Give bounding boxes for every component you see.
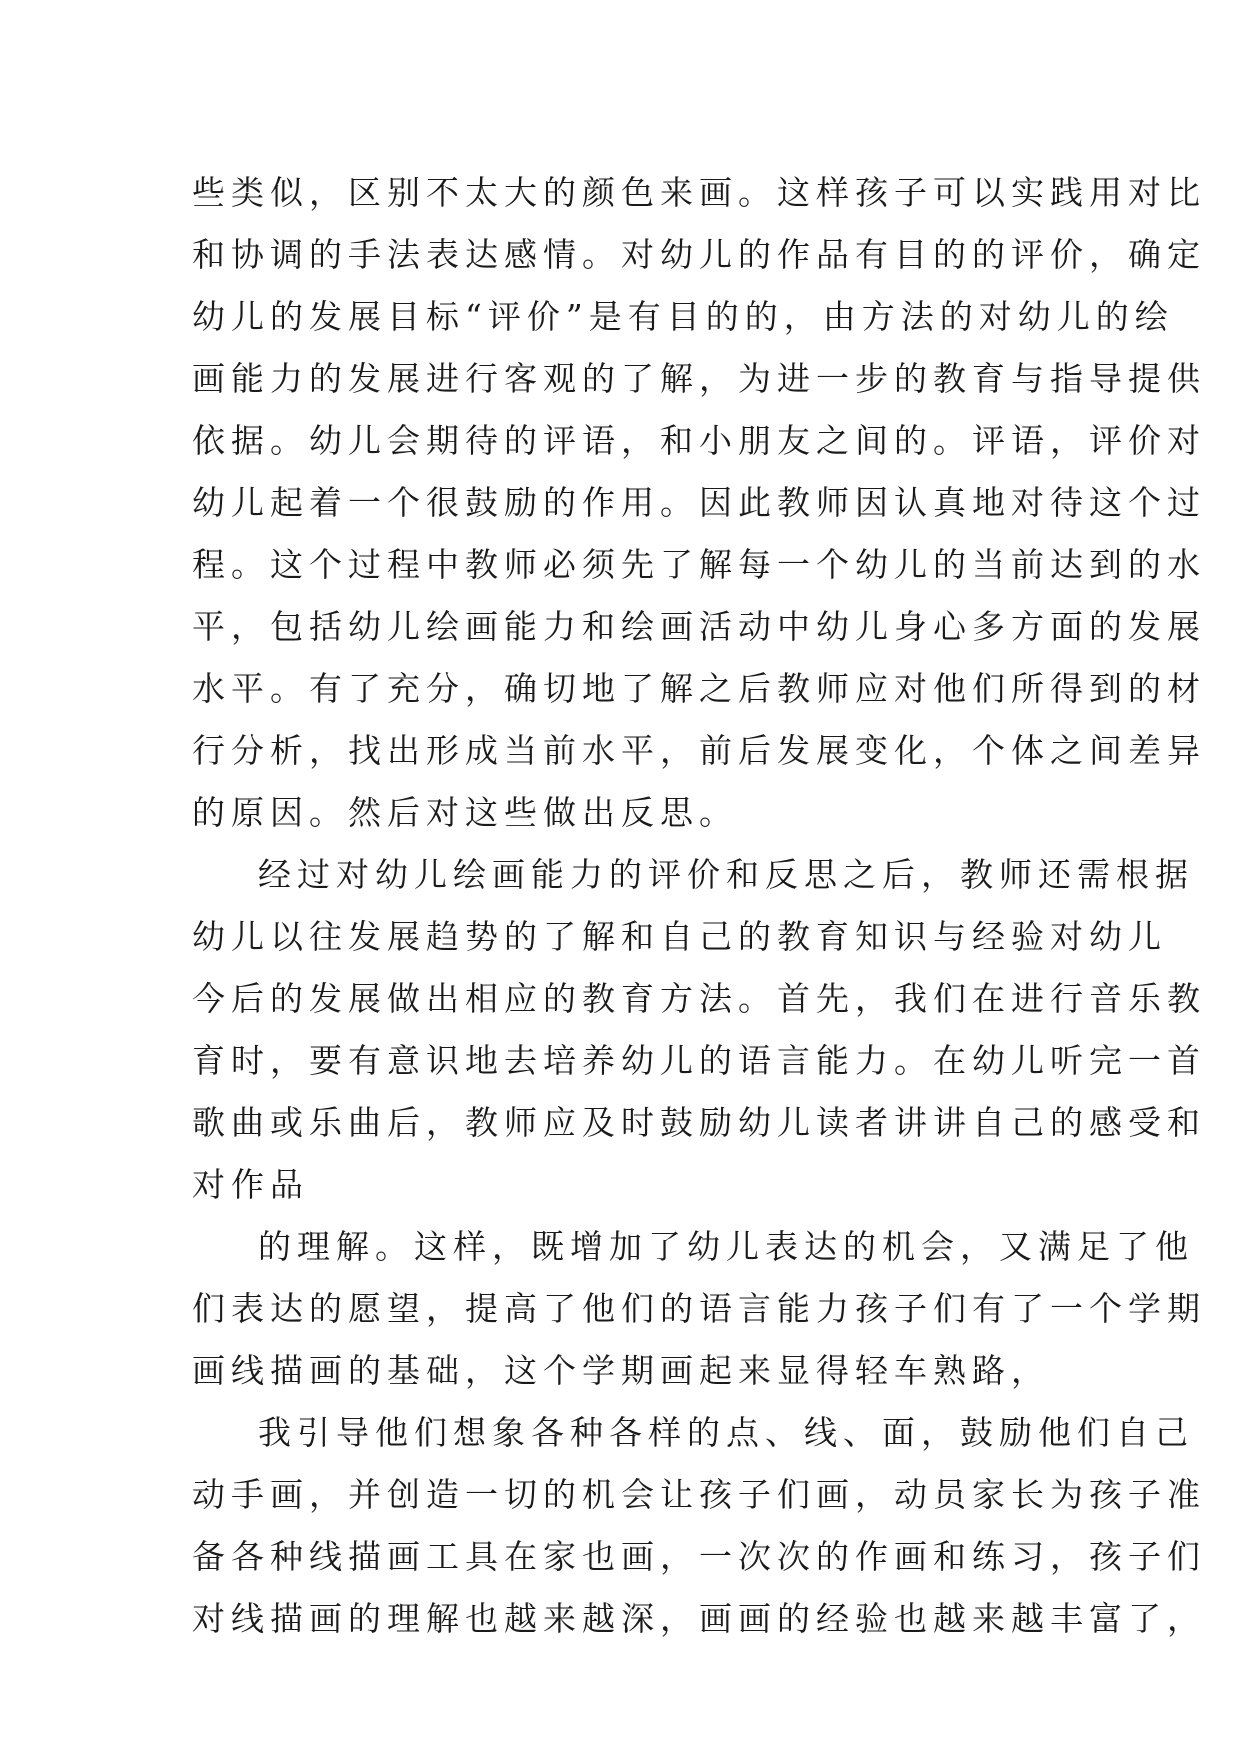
document-body <box>192 162 1206 1650</box>
text-line: 备各种线描画工具在家也画，一次次的作画和练习，孩子们 <box>192 1537 1206 1576</box>
text-line: 平，包括幼儿绘画能力和绘画活动中幼儿身心多方面的发展 <box>192 607 1206 646</box>
text-line: 画线描画的基础，这个学期画起来显得轻车熟路， <box>192 1351 1050 1390</box>
text-line: 今后的发展做出相应的教育方法。首先，我们在进行音乐教 <box>192 979 1206 1018</box>
text-line: 些类似，区别不太大的颜色来画。这样孩子可以实践用对比 <box>192 173 1206 212</box>
text-line: 的原因。然后对这些做出反思。 <box>192 793 738 832</box>
text-line: 行分析，找出形成当前水平，前后发展变化，个体之间差异 <box>192 731 1206 770</box>
text-line: 歌曲或乐曲后，教师应及时鼓励幼儿读者讲讲自己的感受和 <box>192 1103 1206 1142</box>
text-line: 对作品 <box>192 1165 309 1204</box>
text-line: 程。这个过程中教师必须先了解每一个幼儿的当前达到的水 <box>192 545 1206 584</box>
text-line: 画能力的发展进行客观的了解，为进一步的教育与指导提供 <box>192 359 1206 398</box>
text-line: 们表达的愿望，提高了他们的语言能力孩子们有了一个学期 <box>192 1289 1206 1328</box>
text-line: 和协调的手法表达感情。对幼儿的作品有目的的评价，确定 <box>192 235 1206 274</box>
text-line: 对线描画的理解也越来越深，画画的经验也越来越丰富了， <box>192 1599 1206 1638</box>
paragraph-start-line: 的理解。这样，既增加了幼儿表达的机会，又满足了他 <box>258 1227 1194 1266</box>
text-line: 依据。幼儿会期待的评语，和小朋友之间的。评语，评价对 <box>192 421 1206 460</box>
paragraph-start-line: 经过对幼儿绘画能力的评价和反思之后，教师还需根据 <box>258 855 1194 894</box>
text-line: 幼儿的发展目标“评价”是有目的的，由方法的对幼儿的绘 <box>192 297 1174 336</box>
text-line: 育时，要有意识地去培养幼儿的语言能力。在幼儿听完一首 <box>192 1041 1206 1080</box>
text-line: 幼儿以往发展趋势的了解和自己的教育知识与经验对幼儿 <box>192 917 1167 956</box>
paragraph-start-line: 我引导他们想象各种各样的点、线、面，鼓励他们自己 <box>258 1413 1194 1452</box>
text-line: 幼儿起着一个很鼓励的作用。因此教师因认真地对待这个过 <box>192 483 1206 522</box>
text-line: 水平。有了充分，确切地了解之后教师应对他们所得到的材 <box>192 669 1206 708</box>
text-line: 动手画，并创造一切的机会让孩子们画，动员家长为孩子准 <box>192 1475 1206 1514</box>
